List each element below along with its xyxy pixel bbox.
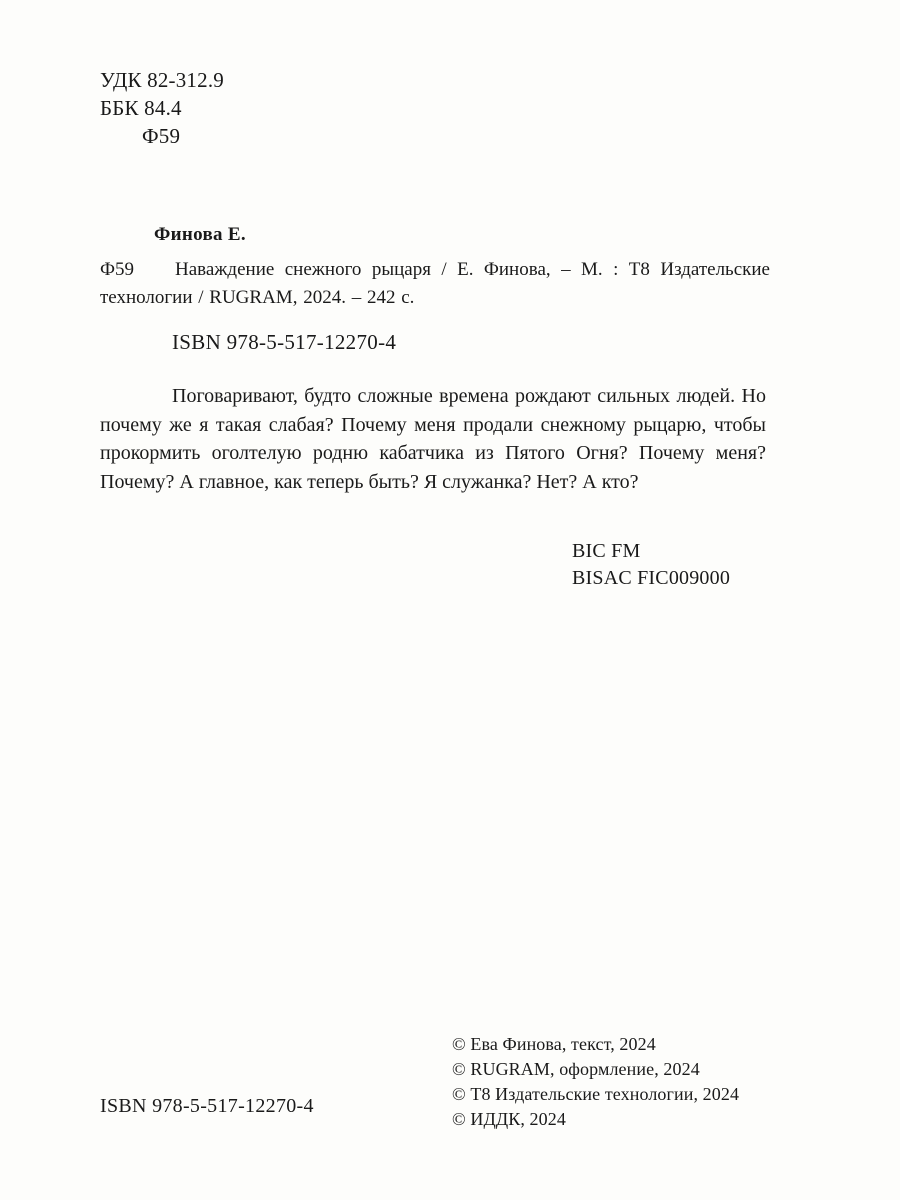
isbn-bottom: ISBN 978-5-517-12270-4 bbox=[100, 1095, 314, 1117]
record-text: Наваждение снежного рыцаря / Е. Финова, – М. : Т8 Издательские технологии / RUGRAM, 2024. – 242 с. bbox=[100, 259, 770, 308]
author-name: Финова Е. bbox=[154, 224, 246, 245]
bbk-code: ББК 84.4 bbox=[100, 96, 182, 120]
copyright-line: © ИДДК, 2024 bbox=[452, 1109, 566, 1129]
bibliographic-record bbox=[100, 222, 770, 312]
shelf-mark-record: Ф59 bbox=[100, 259, 135, 280]
bisac-code: BISAC FIC009000 bbox=[572, 567, 731, 589]
record-body bbox=[100, 256, 770, 312]
bic-code: BIC FM bbox=[572, 540, 641, 562]
annotation-text: Поговаривают, будто сложные времена рождают сильных людей. Но почему же я такая слабая? Почему меня продали снежному рыцарю, чтобы прокормить оголтелую родню кабатчика из Пятого Огня? Почему меня? Почему? А главное, как теперь быть? Я служанка? Нет? А кто? bbox=[100, 385, 766, 493]
copyright-line: © Т8 Издательские технологии, 2024 bbox=[452, 1084, 740, 1104]
copyright-line: © Ева Финова, текст, 2024 bbox=[452, 1034, 656, 1054]
udc-code: УДК 82-312.9 bbox=[100, 68, 224, 92]
isbn-main: ISBN 978-5-517-12270-4 bbox=[172, 330, 397, 354]
shelf-mark-top: Ф59 bbox=[142, 124, 181, 148]
copyright-block bbox=[452, 1032, 739, 1132]
subject-codes bbox=[572, 538, 730, 592]
classification-block bbox=[100, 66, 224, 150]
copyright-line: © RUGRAM, оформление, 2024 bbox=[452, 1059, 700, 1079]
